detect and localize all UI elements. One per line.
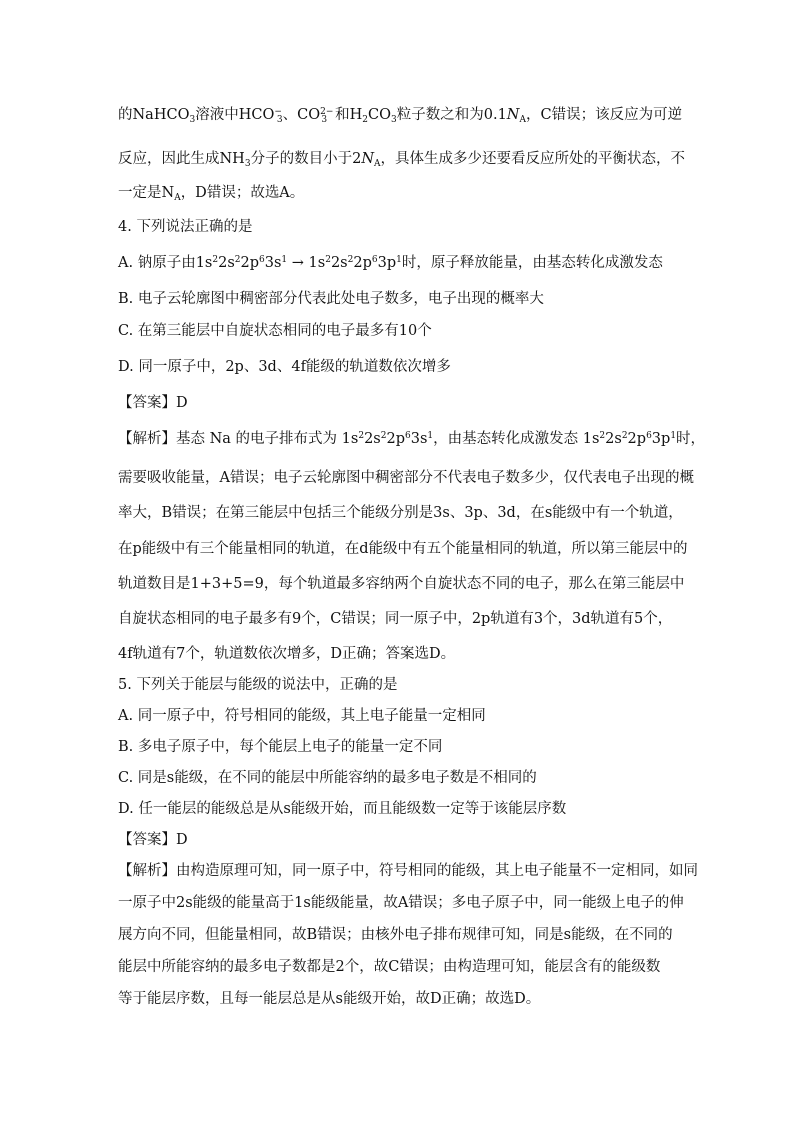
question-4-option-b: B. 电子云轮廓图中稠密部分代表此处电子数多，电子出现的概率大 [118, 291, 544, 307]
question-5-option-c: C. 同是s能级，在不同的能层中所能容纳的最多电子数是不相同的 [118, 770, 537, 786]
answer-5: 【答案】D [118, 832, 188, 848]
question-4-stem: 4. 下列说法正确的是 [118, 219, 253, 235]
question-4-option-c: C. 在第三能层中自旋状态相同的电子最多有10个 [118, 323, 432, 339]
answer-4: 【答案】D [118, 395, 188, 411]
text-line-3: 一定是$N_A$，D错误；故选A。 [118, 185, 305, 203]
question-5-option-b: B. 多电子原子中，每个能层上电子的能量一定不同 [118, 739, 443, 755]
analysis-4-line-7: 4f轨道有7个，轨道数依次增多，D正确；答案选D。 [118, 646, 456, 662]
analysis-4-line-1: 【解析】基态 Na 的电子排布式为 $1s^22s^22p^63s^1$，由基态转化成激发态 $1s^22s^22p^63p^1$时， [118, 431, 706, 447]
analysis-5-line-5: 等于能层序数，且每一能层总是从s能级开始，故D正确；故选D。 [118, 991, 541, 1007]
question-4-option-a: A. 钠原子由$1s^22s^22p^63s^1 \to 1s^22s^22p^63p^1$时，原子释放能量，由基态转化成激发态 [118, 255, 663, 271]
analysis-5-line-2: 一原子中2s能级的能量高于1s能级能量，故A错误；多电子原子中，同一能级上电子的伸 [118, 895, 684, 911]
analysis-4-line-3: 率大，B错误；在第三能层中包括三个能级分别是3s、3p、3d，在s能级中有一个轨道， [118, 505, 683, 521]
analysis-4-line-5: 轨道数目是1+3+5=9，每个轨道最多容纳两个自旋状态不同的电子，那么在第三能层中 [118, 576, 685, 592]
analysis-4-line-4: 在p能级中有三个能量相同的轨道，在d能级中有五个能量相同的轨道，所以第三能层中的 [118, 541, 688, 557]
question-5-option-d: D. 任一能层的能级总是从s能级开始，而且能级数一定等于该能层序数 [118, 801, 567, 817]
analysis-5-line-3: 展方向不同，但能量相同，故B错误；由核外电子排布规律可知，同是s能级，在不同的 [118, 927, 673, 943]
analysis-5-line-4: 能层中所能容纳的最多电子数都是2个，故C错误；由构造理可知，能层含有的能级数 [118, 959, 661, 975]
question-4-option-d: D. 同一原子中，2p、3d、4f能级的轨道数依次增多 [118, 359, 451, 375]
text-line-1: 的NaHCO$_3$溶液中$HCO^-_3$、$CO^{2-}_3$ 和$H_2CO_3$粒子数之和为$0.1N_A$，C错误；该反应为可逆 [118, 107, 683, 125]
analysis-5-line-1: 【解析】由构造原理可知，同一原子中，符号相同的能级，其上电子能量不一定相同，如同 [118, 863, 698, 879]
question-5-stem: 5. 下列关于能层与能级的说法中，正确的是 [118, 677, 398, 693]
analysis-4-line-2: 需要吸收能量，A错误；电子云轮廓图中稠密部分不代表电子数多少，仅代表电子出现的概 [118, 470, 694, 486]
text-line-2: 反应，因此生成$NH_3$分子的数目小于$2N_A$，具体生成多少还要看反应所处的平衡状态，不 [118, 151, 685, 169]
analysis-4-line-6: 自旋状态相同的电子最多有9个，C错误；同一原子中，2p轨道有3个，3d轨道有5个， [118, 611, 673, 627]
question-5-option-a: A. 同一原子中，符号相同的能级，其上电子能量一定相同 [118, 708, 486, 724]
